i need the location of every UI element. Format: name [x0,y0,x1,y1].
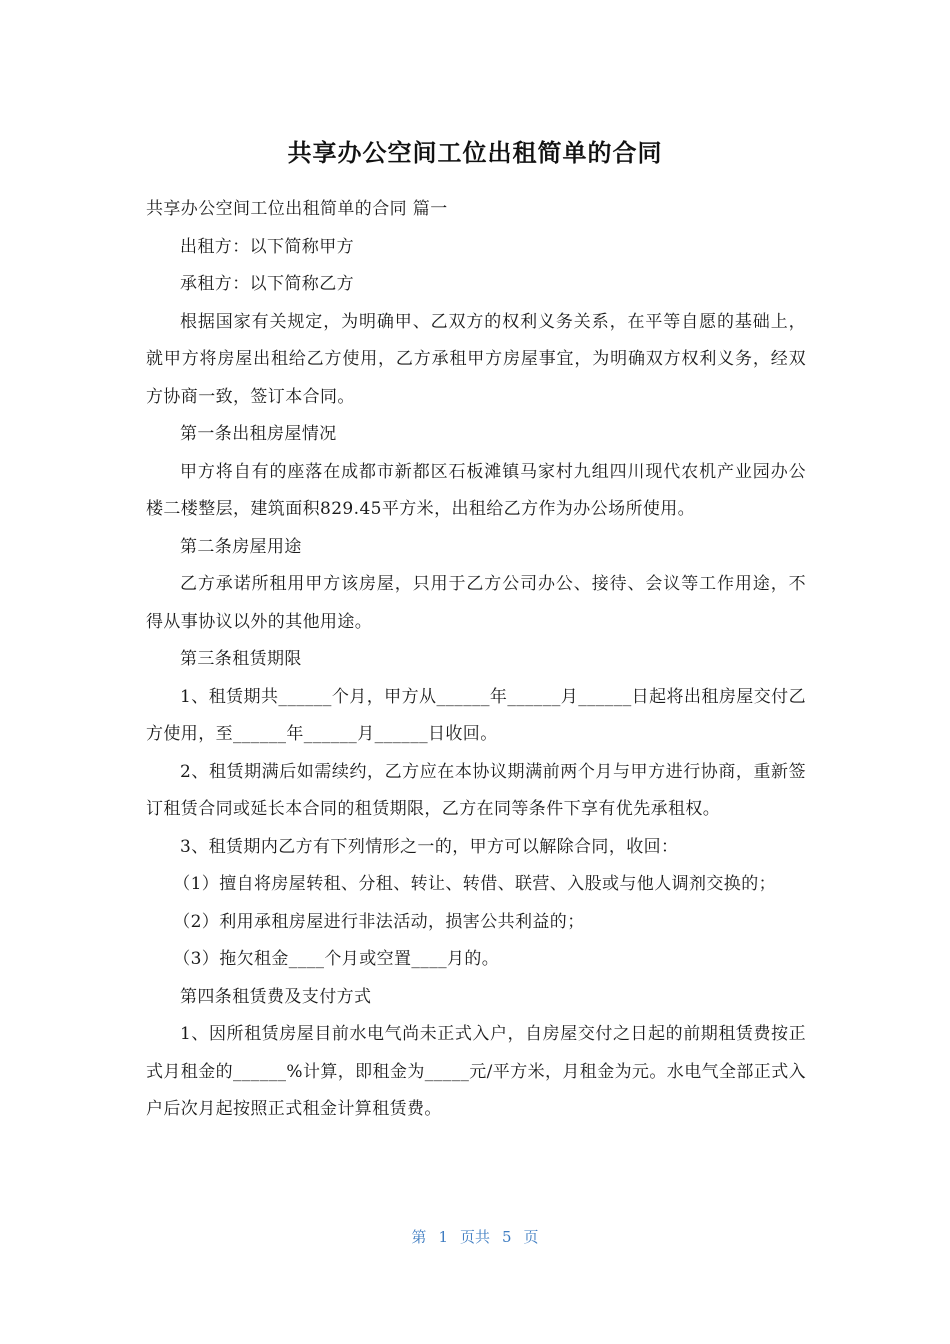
article-3-heading: 第三条租赁期限 [180,649,302,669]
article-2-paragraph: 乙方承诺所租用甲方该房屋，只用于乙方公司办公、接待、会议等工作用途，不得从事协议以外的其他用途。 [146,574,806,632]
article-4-heading: 第四条租赁费及支付方式 [180,986,372,1007]
article-2-heading: 第二条房屋用途 [180,536,302,557]
page-footer [0,1226,950,1247]
preamble-paragraph: 根据国家有关规定，为明确甲、乙双方的权利义务关系，在平等自愿的基础上，就甲方将房屋出租给乙方使用，乙方承租甲方房屋事宜，为明确双方权利义务，经双方协商一致，签订本合同。 [146,311,806,407]
article-1-paragraph: 甲方将自有的座落在成都市新都区石板滩镇马家村九组四川现代农机产业园办公楼二楼整层，建筑面积829.45平方米，出租给乙方作为办公场所使用。 [146,461,806,519]
footer-prefix: 第 [411,1228,427,1246]
lessor-line: 出租方：以下简称甲方 [180,236,354,257]
article-3-item-2: （2）利用承租房屋进行非法活动，损害公共利益的； [173,911,585,932]
article-3-clause-3: 3、租赁期内乙方有下列情形之一的，甲方可以解除合同，收回： [180,836,679,857]
article-3-item-3: （3）拖欠租金____个月或空置____月的。 [173,949,500,969]
footer-suffix: 页 [523,1228,539,1246]
article-1-heading: 第一条出租房屋情况 [180,424,337,444]
document-body [146,191,806,1129]
document-title: 共享办公空间工位出租简单的合同 [287,139,663,167]
article-4-clause-1: 1、因所租赁房屋目前水电气尚未正式入户，自房屋交付之日起的前期租赁费按正式月租金的______%计算，即租金为_____元/平方米，月租金为元。水电气全部正式入户后次月起按照正式租金计算租赁费。 [146,1024,806,1119]
article-3-clause-2: 2、租赁期满后如需续约，乙方应在本协议期满前两个月与甲方进行协商，重新签订租赁合同或延长本合同的租赁期限，乙方在同等条件下享有优先承租权。 [146,761,806,819]
lessee-line: 承租方：以下简称乙方 [180,274,354,294]
section-heading: 共享办公空间工位出租简单的合同 篇一 [146,199,448,219]
article-3-clause-1: 1、租赁期共______个月，甲方从______年______月______日起将出租房屋交付乙方使用，至______年______月______日收回。 [146,686,806,744]
footer-total-pages: 5 [502,1228,512,1246]
article-3-item-1: （1）擅自将房屋转租、分租、转让、转借、联营、入股或与他人调剂交换的； [173,874,777,894]
footer-current-page: 1 [438,1228,448,1246]
footer-middle: 页共 [459,1228,490,1246]
